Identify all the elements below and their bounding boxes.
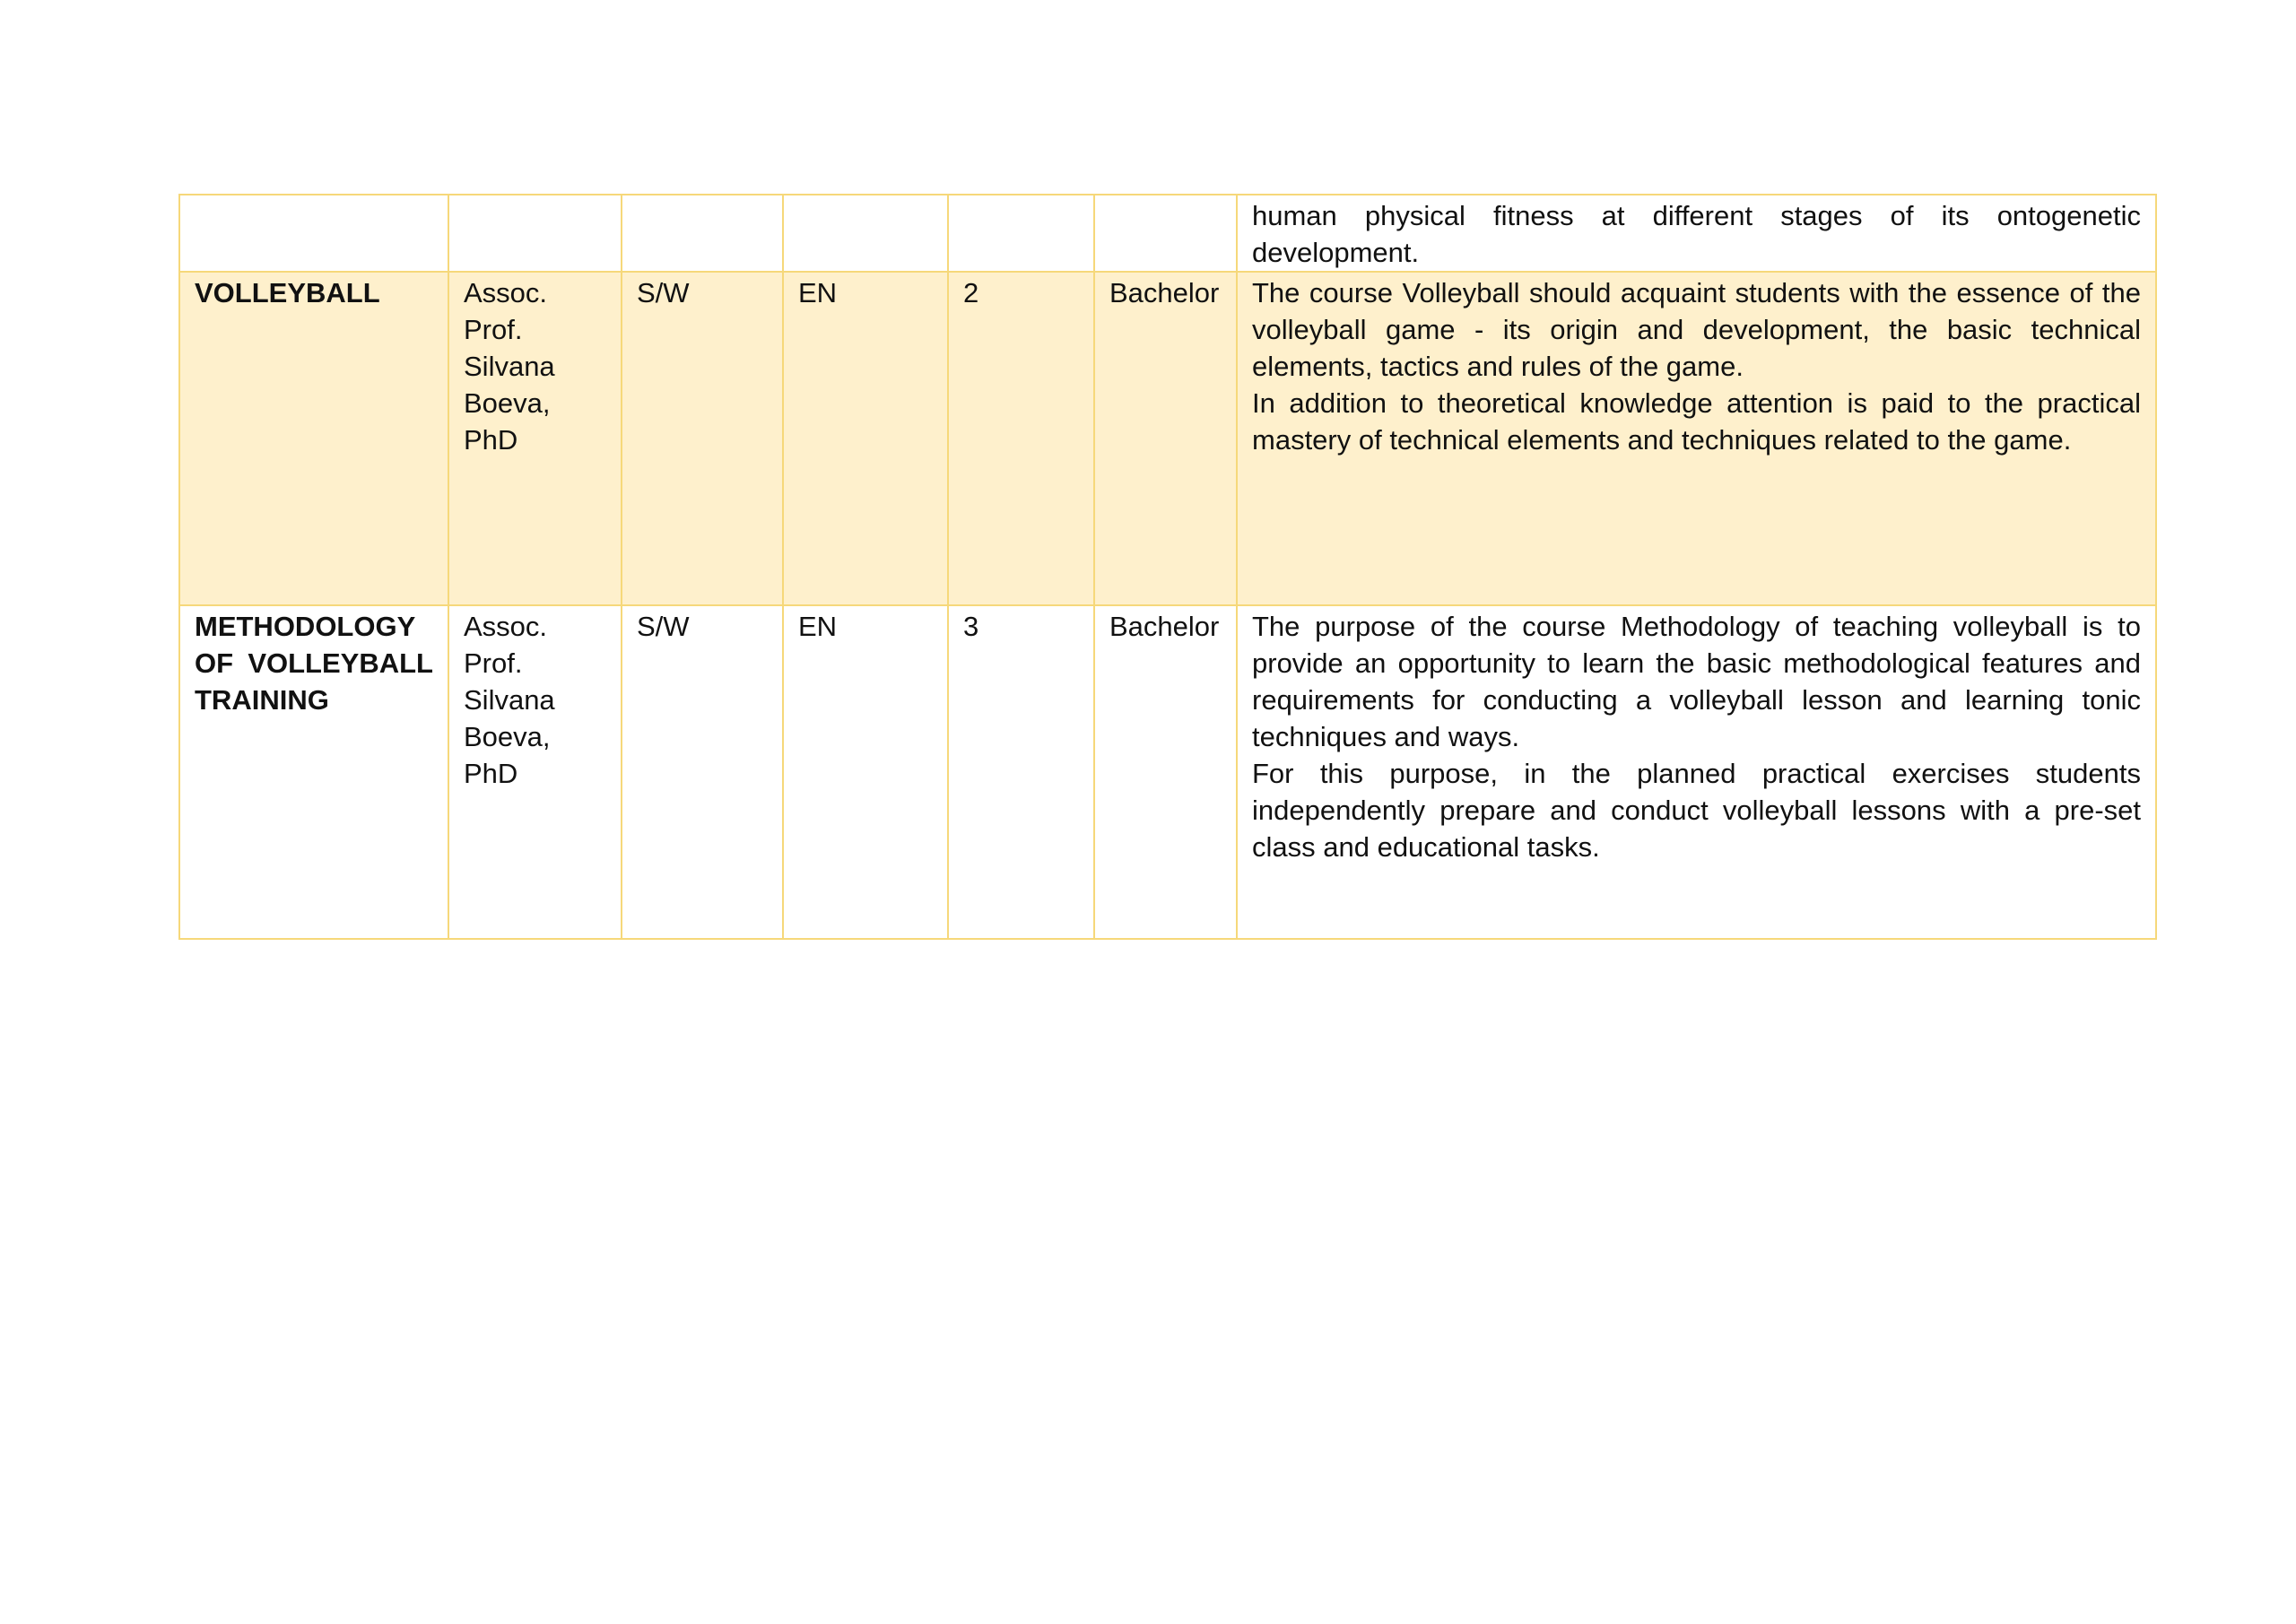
language: EN [798, 611, 838, 642]
level-cell [1094, 605, 1237, 939]
level: Bachelor [1109, 277, 1220, 308]
course-name-cell [179, 272, 448, 605]
description-paragraph: The course Volleyball should acquaint students with the essence of the volleyball game - its origin and development, the basic technical elements, tactics and rules of the game. [1252, 277, 2141, 382]
course-table [178, 194, 2157, 940]
course-name-cell [179, 195, 448, 272]
level-cell [1094, 195, 1237, 272]
ects: 3 [963, 611, 979, 642]
semester-cell [622, 605, 783, 939]
table-row [179, 605, 2156, 939]
lecturer-cell [448, 605, 622, 939]
level: Bachelor [1109, 611, 1220, 642]
semester-cell [622, 195, 783, 272]
semester: S/W [637, 277, 690, 308]
semester-cell [622, 272, 783, 605]
lecturer-last-name: Boeva, PhD [464, 721, 551, 789]
lecturer-first-name: Silvana [464, 684, 555, 716]
description-cell [1237, 272, 2156, 605]
course-name-cell [179, 605, 448, 939]
description-paragraph: For this purpose, in the planned practical exercises students independently prepare and conduct volleyball lessons with a pre-set class and educational tasks. [1252, 758, 2141, 863]
semester: S/W [637, 611, 690, 642]
lecturer-cell [448, 195, 622, 272]
ects-cell [948, 605, 1094, 939]
description-cell [1237, 195, 2156, 272]
lecturer-cell [448, 272, 622, 605]
level-cell [1094, 272, 1237, 605]
ects-cell [948, 272, 1094, 605]
description-paragraph: The purpose of the course Methodology of teaching volleyball is to provide an opportunity to learn the basic methodological features and requirements for conducting a volleyball lesson and learning tonic techniques and ways. [1252, 611, 2141, 752]
course-name: METHODOLOGY OF VOLLEYBALL TRAINING [195, 611, 433, 716]
lecturer-title: Assoc. Prof. [464, 277, 548, 345]
language-cell [783, 605, 948, 939]
description-paragraph: In addition to theoretical knowledge attention is paid to the practical mastery of technical elements and techniques related to the game. [1252, 387, 2141, 456]
language-cell [783, 195, 948, 272]
lecturer-first-name: Silvana [464, 351, 555, 382]
description-cell [1237, 605, 2156, 939]
ects: 2 [963, 277, 979, 308]
lecturer-title: Assoc. Prof. [464, 611, 548, 679]
lecturer-last-name: Boeva, PhD [464, 387, 551, 456]
table-row [179, 272, 2156, 605]
ects-cell [948, 195, 1094, 272]
language-cell [783, 272, 948, 605]
description-paragraph: human physical fitness at different stages of its ontogenetic development. [1252, 200, 2141, 268]
language: EN [798, 277, 838, 308]
table-row [179, 195, 2156, 272]
course-name: VOLLEYBALL [195, 277, 380, 308]
